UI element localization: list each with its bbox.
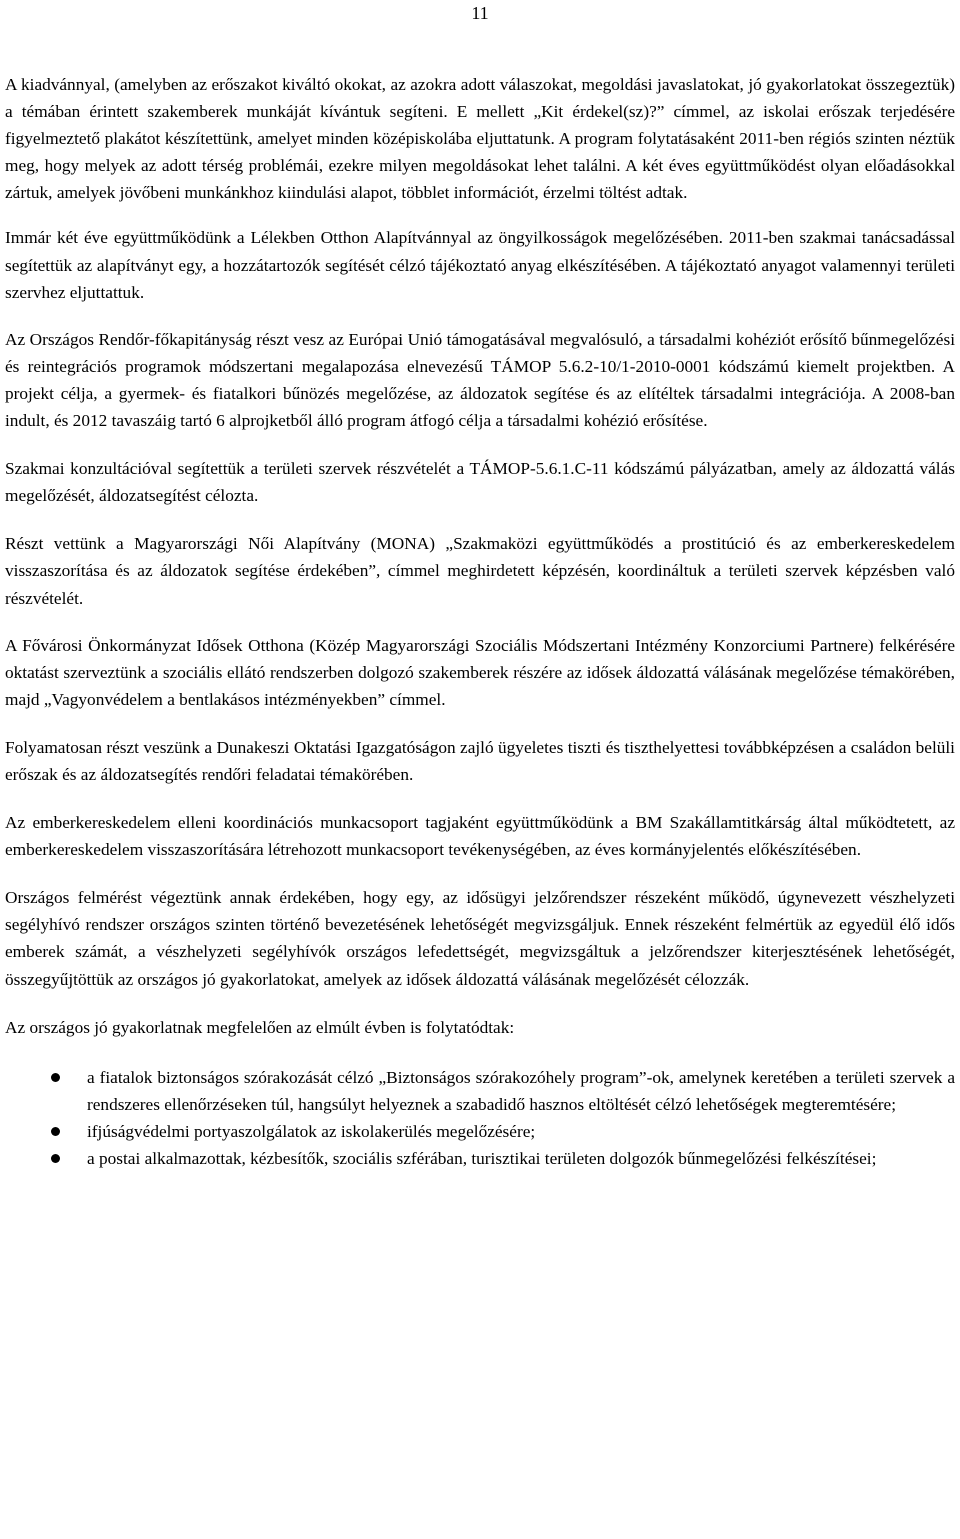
bullet-icon bbox=[51, 1154, 60, 1163]
list-item-text: a fiatalok biztonságos szórakozását célzó „Biztonságos szórakozóhely program”-ok, amelynek keretében a területi szervek a rendszeres ellenőrzéseken túl, hangsúlyt helyeznek a szabadidő hasznos eltöltését célzó lehetőségek megteremtésére; bbox=[87, 1067, 955, 1114]
paragraph-elderly-home: A Fővárosi Önkormányzat Idősek Otthona (Közép Magyarországi Szociális Módszertani Intézmény Konzorciumi Partnere) felkérésére oktatást szerveztünk a szociális ellátó rendszerben dolgozó szakemberek részére az idősek áldozattá válásának megelőzése témakörében, majd „Vagyonvédelem a bentlakásos intézményekben” címmel. bbox=[5, 635, 955, 709]
paragraph-national-survey: Országos felmérést végeztünk annak érdekében, hogy egy, az idősügyi jelzőrendszer részeként működő, úgynevezett vészhelyzeti segélyhívó rendszer országos szinten történő bevezetésének lehetőségét megvizsgáljuk. Ennek részeként felmértük az egyedül élő idős emberek számát, a vészhelyzeti segélyhívók országos lefedettségét, megvizsgáltuk a jelzőrendszer kiterjesztésének lehetőségét, összegyűjtöttük az országos jó gyakorlatokat, amelyek az idősek áldozattá válásának megelőzését célozzák. bbox=[5, 888, 955, 989]
paragraph-practices-intro: Az országos jó gyakorlatnak megfelelően az elmúlt évben is folytatódtak: bbox=[5, 1017, 515, 1037]
paragraph-publication-campaign: A kiadvánnyal, (amelyben az erőszakot kiváltó okokat, az azokra adott válaszokat, megoldási javaslatokat, jó gyakorlatokat összegeztük) a témában érintett szakemberek munkáját kívántuk segíteni. E mellett „Kit érdekel(sz)?” címmel, az iskolai erőszak terjedésére figyelmeztető plakátot készítettünk, amelyet minden középiskolába eljuttatunk. A program folytatásaként 2011-ben régiós szinten néztük meg, hogy melyek az adott térség problémái, ezekre milyen megoldásokat lehet találni. A két éves együttműködést olyan előadásokkal zártuk, amelyek jövőbeni munkánkhoz kiindulási alapot, többlet információt, érzelmi töltést adtak. bbox=[5, 75, 955, 203]
list-item-text: ifjúságvédelmi portyaszolgálatok az iskolakerülés megelőzésére; bbox=[87, 1121, 536, 1141]
paragraph-mona-training: Részt vettünk a Magyarországi Női Alapítvány (MONA) „Szakmaközi együttműködés a prostitúció és az emberkereskedelem visszaszorítása és az áldozatok segítése érdekében”, címmel meghirdetett képzésén, koordináltuk a területi szervek képzésben való részvételét. bbox=[5, 534, 955, 608]
practices-list bbox=[5, 1064, 955, 1172]
paragraph-consultation: Szakmai konzultációval segítettük a területi szervek részvételét a TÁMOP-5.6.1.C-11 kódszámú pályázatban, amely az áldozattá válás megelőzését, áldozatsegítést célozta. bbox=[5, 459, 955, 506]
list-item bbox=[5, 1145, 955, 1172]
bullet-icon bbox=[51, 1127, 60, 1136]
paragraph-human-trafficking: Az emberkereskedelem elleni koordinációs munkacsoport tagjaként együttműködünk a BM Szakállamtitkárság által működtetett, az emberkereskedelem visszaszorítására létrehozott munkacsoport tevékenységében, az éves kormányjelentés előkészítésében. bbox=[5, 813, 955, 860]
list-item bbox=[5, 1118, 955, 1145]
paragraph-tamop-project: Az Országos Rendőr-főkapitányság részt vesz az Európai Unió támogatásával megvalósuló, a társadalmi kohéziót erősítő bűnmegelőzési és reintegrációs programok módszertani megalapozása elnevezésű TÁMOP 5.6.2-10/1-2010-0001 kódszámú kiemelt projektben. A projekt célja, a gyermek- és fiatalkori bűnözés megelőzése, az áldozatok segítése és az elítéltek társadalmi integrációja. A 2008-ban indult, és 2012 tavaszáig tartó 6 alprojketből álló program átfogó célja a társadalmi kohézió erősítése. bbox=[5, 329, 955, 431]
paragraph-suicide-prevention: Immár két éve együttműködünk a Lélekben Otthon Alapítvánnyal az öngyilkosságok megelőzésében. 2011-ben szakmai tanácsadással segítettük az alapítványt egy, a hozzátartozók segítését célzó tájékoztató anyag elkészítésében. A tájékoztató anyagot valamennyi területi szervhez eljuttattuk. bbox=[5, 228, 955, 302]
list-item-text: a postai alkalmazottak, kézbesítők, szociális szférában, turisztikai területen dolgozók bűnmegelőzési felkészítései; bbox=[87, 1149, 877, 1168]
document-body bbox=[5, 71, 955, 1172]
page-number: 11 bbox=[471, 3, 489, 23]
paragraph-dunakeszi-training: Folyamatosan részt veszünk a Dunakeszi Oktatási Igazgatóságon zajló ügyeletes tiszti és tiszthelyettesi továbbképzésen a családon belüli erőszak és az áldozatsegítés rendőri feladatai témakörében. bbox=[5, 737, 955, 784]
list-item bbox=[5, 1064, 955, 1118]
bullet-icon bbox=[51, 1073, 60, 1082]
